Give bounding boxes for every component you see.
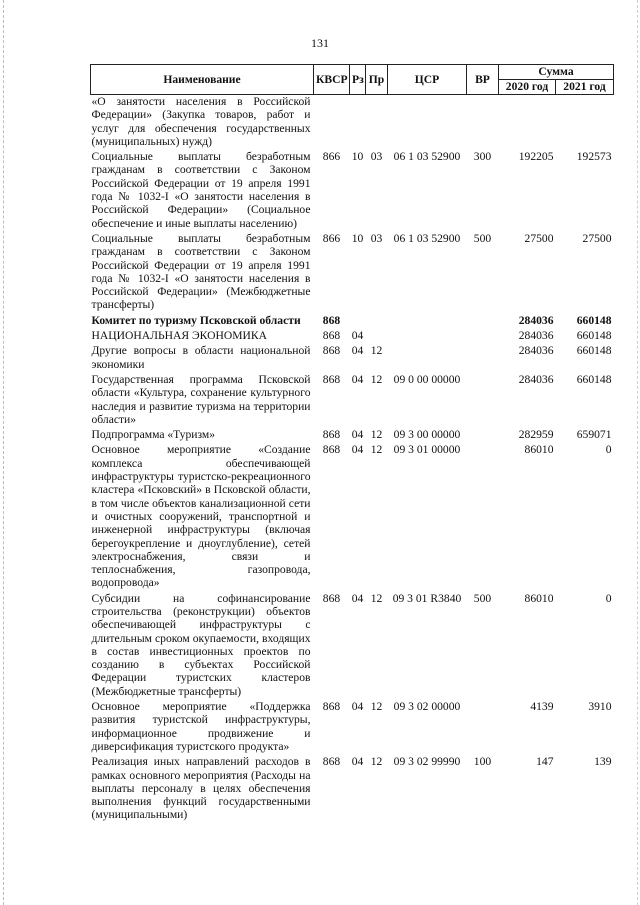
row-kvsr	[314, 95, 350, 149]
row-rz: 10	[351, 150, 364, 164]
row-vr: 500	[473, 591, 492, 605]
table-row	[91, 426, 614, 441]
row-sum-2020: 284036	[518, 372, 554, 386]
row-csr: 09 3 01 00000	[393, 443, 461, 457]
row-csr: 06 1 03 52900	[393, 231, 461, 245]
row-name: НАЦИОНАЛЬНАЯ ЭКОНОМИКА	[91, 329, 268, 343]
row-sum-2020: 284036	[518, 329, 554, 343]
scan-right-edge	[637, 0, 638, 905]
row-sum-2020: 4139	[530, 700, 554, 714]
row-rz: 04	[351, 755, 364, 769]
row-pr: 12	[370, 428, 383, 442]
header-sum: Сумма	[499, 65, 614, 80]
table-header	[91, 65, 614, 95]
row-pr: 12	[370, 344, 383, 358]
row-kvsr: 868	[322, 344, 341, 358]
row-name: Государственная программа Псковской области «Культура, сохранение культурного наследия и развитие туризма на территории области»	[91, 372, 311, 426]
row-vr: 100	[473, 755, 492, 769]
row-vr	[467, 371, 499, 426]
row-kvsr: 868	[322, 428, 341, 442]
row-sum-2020: 27500	[524, 231, 554, 245]
row-sum-2021: 192573	[576, 150, 612, 164]
table-row	[91, 342, 614, 371]
table-body	[91, 95, 614, 822]
row-rz: 10	[351, 231, 364, 245]
row-rz: 04	[351, 372, 364, 386]
row-name: Основное мероприятие «Создание комплекса обеспечивающей инфраструктуры туристско-рекреационного кластера «Псковский» в Псковской области, в том числе объектов канализационной сети и очистных сооружений, транспортной и инженерной инфраструктуры (включая берегоукрепление и дноуглубление), сетей электроснабжения, связи и теплоснабжения, газопровода, водопровода»	[91, 443, 311, 590]
row-csr: 06 1 03 52900	[393, 150, 461, 164]
row-vr	[467, 342, 499, 371]
header-kvsr: КВСР	[314, 65, 350, 95]
row-name: Другие вопросы в области национальной экономики	[91, 344, 311, 371]
budget-table	[90, 64, 614, 822]
row-sum-2021: 0	[605, 591, 612, 605]
header-name: Наименование	[91, 65, 314, 95]
row-pr: 03	[370, 150, 383, 164]
row-vr	[467, 441, 499, 589]
row-vr: 500	[473, 231, 492, 245]
row-sum-2021: 660148	[576, 372, 612, 386]
row-rz: 04	[351, 591, 364, 605]
table-row	[91, 230, 614, 312]
row-rz: 04	[351, 443, 364, 457]
row-sum-2020: 284036	[518, 313, 554, 327]
row-pr: 12	[370, 591, 383, 605]
row-sum-2020: 282959	[518, 428, 554, 442]
row-kvsr: 868	[322, 755, 341, 769]
table-row	[91, 312, 614, 327]
row-pr: 12	[370, 755, 383, 769]
row-pr	[366, 95, 388, 149]
row-vr	[467, 426, 499, 441]
row-sum-2021: 660148	[576, 313, 612, 327]
row-rz: 04	[351, 329, 364, 343]
row-rz: 04	[351, 428, 364, 442]
row-name: Комитет по туризму Псковской области	[91, 313, 301, 327]
header-csr: ЦСР	[388, 65, 467, 95]
row-vr	[467, 312, 499, 327]
header-rz: Рз	[350, 65, 366, 95]
row-kvsr: 866	[322, 231, 341, 245]
row-kvsr: 868	[322, 372, 341, 386]
scan-left-edge	[3, 0, 4, 905]
row-csr: 09 3 02 00000	[393, 700, 461, 714]
row-rz: 04	[351, 700, 364, 714]
row-csr: 09 3 00 00000	[393, 428, 461, 442]
row-sum-2021: 139	[594, 755, 612, 769]
row-sum-2020: 86010	[524, 443, 554, 457]
table-row	[91, 148, 614, 230]
table-row	[91, 590, 614, 698]
row-sum-2021: 27500	[582, 231, 612, 245]
row-csr: 09 3 02 99990	[393, 755, 461, 769]
row-vr	[467, 95, 499, 149]
row-csr	[388, 95, 467, 149]
row-pr	[366, 312, 388, 327]
row-sum-2020: 284036	[518, 344, 554, 358]
row-name: Подпрограмма «Туризм»	[91, 428, 216, 442]
table-row	[91, 95, 614, 149]
header-vr: ВР	[467, 65, 499, 95]
row-csr: 09 3 01 R3840	[392, 591, 462, 605]
row-rz	[350, 95, 366, 149]
page-number: 131	[311, 36, 329, 50]
row-vr: 300	[473, 150, 492, 164]
row-pr: 03	[370, 231, 383, 245]
row-sum-2021: 660148	[576, 329, 612, 343]
row-sum-2021: 3910	[588, 700, 612, 714]
row-csr	[388, 342, 467, 371]
row-sum-2020: 192205	[518, 150, 554, 164]
row-rz	[350, 312, 366, 327]
row-name: Основное мероприятие «Поддержка развития туристской инфраструктуры, информационное продвижение и диверсификация туристского продукта»	[91, 700, 311, 753]
row-vr	[467, 327, 499, 342]
row-kvsr: 868	[322, 700, 341, 714]
table-row	[91, 371, 614, 426]
row-vr	[467, 698, 499, 753]
row-sum-2021: 0	[605, 443, 612, 457]
header-year-2021: 2021 год	[556, 80, 614, 95]
row-kvsr: 868	[322, 443, 341, 457]
row-name: Социальные выплаты безработным гражданам в соответствии с Законом Российской Федерации от 19 апреля 1991 года № 1032-I «О занятости населения в Российской Федерации» (Социальное обеспечение и иные выплаты населению)	[91, 150, 311, 230]
row-sum-2020: 86010	[524, 591, 554, 605]
table-row	[91, 753, 614, 821]
row-sum-2021: 659071	[576, 428, 612, 442]
row-name: Социальные выплаты безработным гражданам в соответствии с Законом Российской Федерации от 19 апреля 1991 года № 1032-I «О занятости населения в Российской Федерации» (Межбюджетные трансферты)	[91, 231, 311, 312]
row-name: Реализация иных направлений расходов в рамках основного мероприятия (Расходы на выплаты персоналу в целях обеспечения выполнения функций государственными (муниципальными)	[91, 755, 311, 822]
header-pr: Пр	[366, 65, 388, 95]
row-sum-2021	[556, 95, 614, 149]
row-rz: 04	[351, 344, 364, 358]
row-kvsr: 866	[322, 150, 341, 164]
row-sum-2020: 147	[536, 755, 554, 769]
row-pr: 12	[370, 700, 383, 714]
row-kvsr: 868	[322, 591, 341, 605]
table-row	[91, 698, 614, 753]
row-csr: 09 0 00 00000	[393, 372, 461, 386]
row-pr	[366, 327, 388, 342]
row-pr: 12	[370, 443, 383, 457]
row-sum-2021: 660148	[576, 344, 612, 358]
row-kvsr: 868	[322, 313, 341, 327]
row-csr	[388, 312, 467, 327]
row-kvsr: 868	[322, 329, 341, 343]
table-row	[91, 441, 614, 589]
row-name: «О занятости населения в Российской Федерации» (Закупка товаров, работ и услуг для обеспечения государственных (муниципальных) нужд)	[91, 95, 311, 148]
row-name: Субсидии на софинансирование строительства (реконструкции) объектов обеспечивающей инфраструктуры с длительным сроком окупаемости, входящих в состав инвестиционных проектов по созданию в субъектах Российской Федерации туристских кластеров (Межбюджетные трансферты)	[91, 591, 311, 698]
header-year-2020: 2020 год	[499, 80, 556, 95]
row-csr	[388, 327, 467, 342]
row-sum-2020	[499, 95, 556, 149]
row-pr: 12	[370, 372, 383, 386]
table-row	[91, 327, 614, 342]
